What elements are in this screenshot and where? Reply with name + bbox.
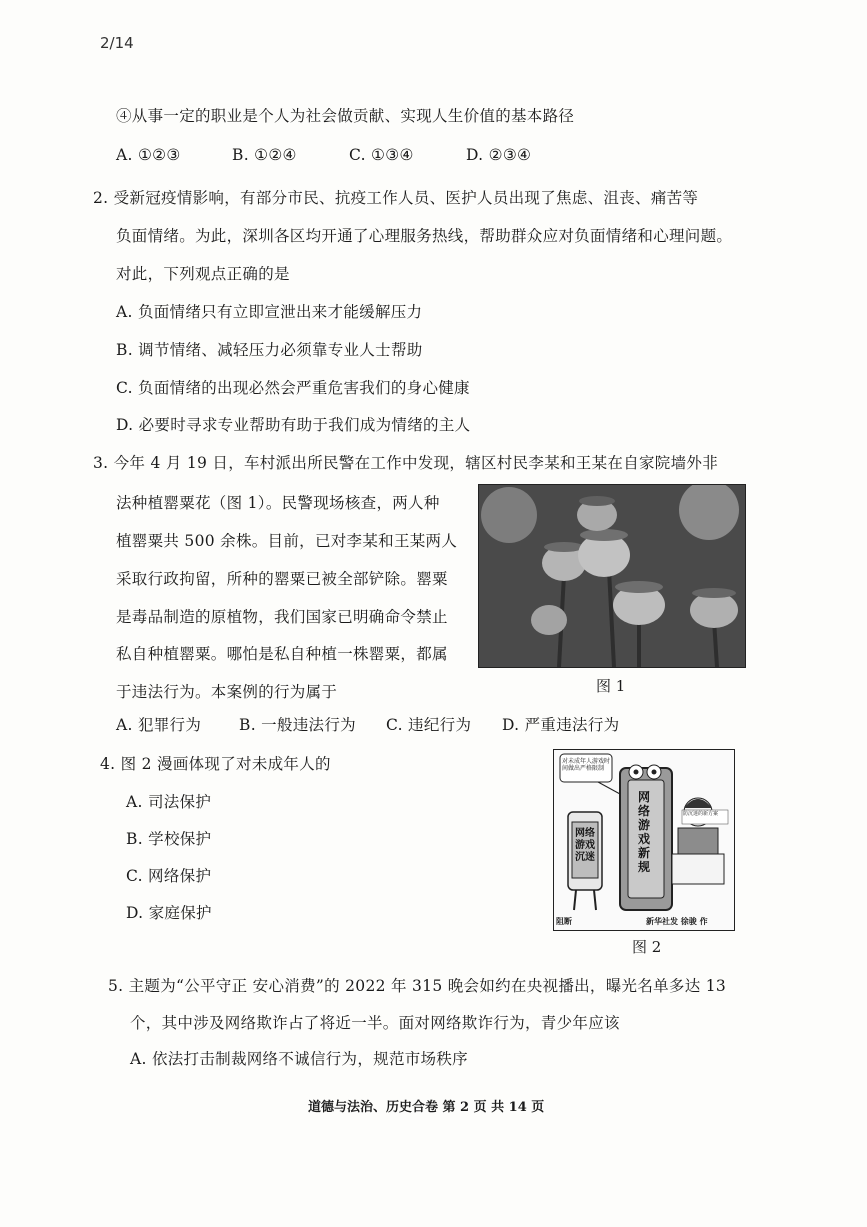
q3-stem-line-5: 是毒品制造的原植物，我们国家已明确命令禁止 — [116, 608, 448, 626]
cartoon-speech-bubble: 对未成年人游戏时间做出严格限制 — [562, 758, 611, 772]
q3-stem-line-6: 私自种植罂粟。哪怕是私自种植一株罂粟，都属 — [116, 645, 448, 663]
cartoon-side-note: 防沉迷的新方案 — [683, 811, 719, 817]
q2-stem-line-3: 对此，下列观点正确的是 — [116, 265, 290, 283]
cartoon-left-footer: 阻断 — [556, 916, 572, 926]
figure-1-poppy-photo — [478, 484, 746, 668]
poppy-pods-image — [479, 485, 745, 667]
q5-option-a: A. 依法打击制裁网络不诚信行为，规范市场秩序 — [130, 1050, 468, 1068]
q4-option-d: D. 家庭保护 — [126, 904, 212, 922]
q3-option-d: D. 严重违法行为 — [502, 716, 620, 734]
q3-option-c: C. 违纪行为 — [386, 716, 472, 734]
q1-item-4: ④从事一定的职业是个人为社会做贡献、实现人生价值的基本路径 — [116, 107, 575, 125]
cartoon-big-phone-text: 网络游戏新规 — [638, 790, 651, 874]
q3-stem-line-7: 于违法行为。本案例的行为属于 — [116, 683, 338, 701]
q2-option-d: D. 必要时寻求专业帮助有助于我们成为情绪的主人 — [116, 416, 471, 434]
cartoon-small-phone-text: 网络游戏沉迷 — [575, 828, 595, 863]
q3-option-a: A. 犯罪行为 — [116, 716, 202, 734]
q5-stem-line-2: 个，其中涉及网络欺诈占了将近一半。面对网络欺诈行为，青少年应该 — [130, 1014, 620, 1032]
q3-stem-line-1: 3. 今年 4 月 19 日，车村派出所民警在工作中发现，辖区村民李某和王某在自家院墙外非 — [93, 454, 719, 472]
q2-option-b: B. 调节情绪、减轻压力必须靠专业人士帮助 — [116, 341, 423, 359]
q5-stem-line-1: 5. 主题为“公平守正 安心消费”的 2022 年 315 晚会如约在央视播出，曝光名单多达 13 — [108, 977, 727, 995]
page-footer: 道德与法治、历史合卷 第 2 页 共 14 页 — [308, 1100, 545, 1115]
cartoon-credit: 新华社发 徐骏 作 — [646, 916, 708, 926]
q4-option-b: B. 学校保护 — [126, 830, 212, 848]
q1-option-a: A. ①②③ — [116, 146, 181, 164]
q2-stem-line-2: 负面情绪。为此，深圳各区均开通了心理服务热线，帮助群众应对负面情绪和心理问题。 — [116, 227, 733, 245]
figure-2-caption: 图 2 — [632, 938, 662, 956]
q2-option-a: A. 负面情绪只有立即宣泄出来才能缓解压力 — [116, 303, 423, 321]
q4-option-a: A. 司法保护 — [126, 793, 212, 811]
q1-option-b: B. ①②④ — [232, 146, 297, 164]
q1-option-c: C. ①③④ — [349, 146, 414, 164]
q4-option-c: C. 网络保护 — [126, 867, 212, 885]
q3-stem-line-4: 采取行政拘留，所种的罂粟已被全部铲除。罂粟 — [116, 570, 448, 588]
q3-option-b: B. 一般违法行为 — [239, 716, 356, 734]
q4-stem: 4. 图 2 漫画体现了对未成年人的 — [100, 755, 331, 773]
q3-stem-line-2: 法种植罂粟花（图 1）。民警现场核查，两人种 — [116, 494, 440, 512]
q2-option-c: C. 负面情绪的出现必然会严重危害我们的身心健康 — [116, 379, 470, 397]
q1-option-d: D. ②③④ — [466, 146, 532, 164]
q3-stem-line-3: 植罂粟共 500 余株。目前，已对李某和王某两人 — [116, 532, 458, 550]
page-number: 2/14 — [100, 34, 134, 52]
q2-stem-line-1: 2. 受新冠疫情影响，有部分市民、抗疫工作人员、医护人员出现了焦虑、沮丧、痛苦等 — [93, 189, 699, 207]
figure-1-caption: 图 1 — [596, 677, 626, 695]
figure-2-cartoon — [553, 749, 735, 931]
